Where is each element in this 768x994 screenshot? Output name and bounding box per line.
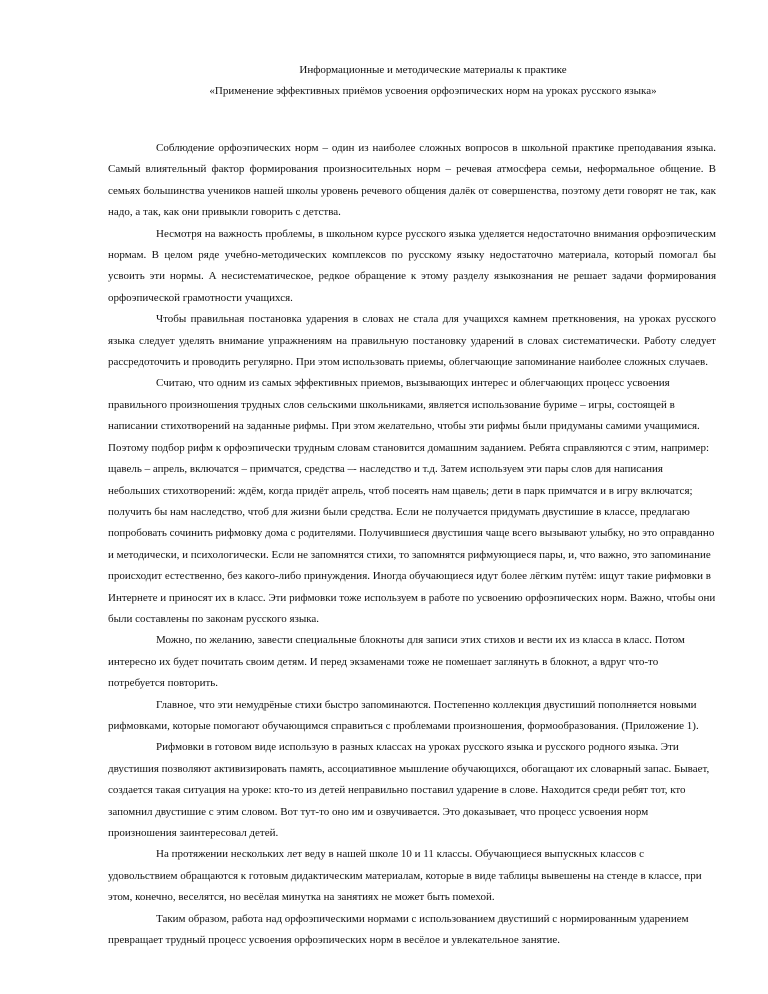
- title-line-1: Информационные и методические материалы к практике: [299, 64, 567, 76]
- paragraph-1: Соблюдение орфоэпических норм – один из наиболее сложных вопросов в школьной практике преподавания языка. Самый влиятельный фактор формирования произносительных норм – речевая атмосфера семьи, неформальное общение. В семьях большинства учеников нашей школы уровень речевого общения далёк от совершенства, поэтому дети говорят не так, как надо, а так, как они привыкли говорить с детства.: [108, 142, 716, 219]
- paragraph-4: Считаю, что одним из самых эффективных приемов, вызывающих интерес и облегчающих процесс усвоения правильного произношения трудных слов сельскими школьниками, является использование буриме – игры, состоящей в написании стихотворений на заданные рифмы. При этом желательно, чтобы эти рифмы были придуманы самими учащимися. Поэтому подбор рифм к орфоэпически трудным словам становится домашним заданием. Ребята справляются с этим, например: щавель – апрель, включатся – примчатся, средства –- наследство и т.д. Затем используем эти пары слов для написания небольших стихотворений: ждём, когда придёт апрель, чтоб посеять нам щавель; дети в парк примчатся и в игру включатся; получить бы нам наследство, чтоб для жизни были средства. Если не получается придумать двустишие в классе, предлагаю попробовать сочинить рифмовку дома с родителями. Получившиеся двустишия чаще всего вызывают улыбку, но это оправданно и методически, и психологически. Если не запомнятся стихи, то запомнятся рифмующиеся пары, и, что важно, это запоминание происходит естественно, без какого-либо принуждения. Иногда обучающиеся идут более лёгким путём: ищут такие рифмовки в Интернете и приносят их в класс. Эти рифмовки тоже используем в работе по усвоению орфоэпических норм. Важно, чтобы они были составлены по законам русского языка.: [108, 377, 716, 625]
- paragraph-6: Главное, что эти немудрёные стихи быстро запоминаются. Постепенно коллекция двустиший пополняется новыми рифмовками, которые помогают обучающимся справиться с проблемами произношения, формообразования. (Приложение 1).: [108, 698, 699, 732]
- document-title: [150, 60, 716, 102]
- document-body: [108, 138, 716, 951]
- paragraph-5: Можно, по желанию, завести специальные блокноты для записи этих стихов и вести их из класса в класс. Потом интересно их будет почитать своим детям. И перед экзаменами тоже не помешает заглянуть в блокнот, а вдруг что-то потребуется повторить.: [108, 634, 685, 690]
- paragraph-7: Рифмовки в готовом виде использую в разных классах на уроках русского языка и русского родного языка. Эти двустишия позволяют активизировать память, ассоциативное мышление обучающихся, обогащают их словарный запас. Бывает, создается такая ситуация на уроке: кто-то из детей неправильно поставил ударение в слове. Находится среди ребят тот, кто запомнил двустишие с этим словом. Вот тут-то оно им и озвучивается. Это доказывает, что процесс усвоения норм произношения заинтересовал детей.: [108, 741, 710, 839]
- paragraph-2: Несмотря на важность проблемы, в школьном курсе русского языка уделяется недостаточно внимания орфоэпическим нормам. В целом ряде учебно-методических комплексов по русскому языку недостаточно материала, который помогал бы усвоить эти нормы. А несистематическое, редкое обращение к этому разделу языкознания не решает задачи формирования орфоэпической грамотности учащихся.: [108, 227, 716, 304]
- paragraph-8: На протяжении нескольких лет веду в нашей школе 10 и 11 классы. Обучающиеся выпускных классов с удовольствием обращаются к готовым дидактическим материалам, которые в виде таблицы вывешены на стенде в классе, при этом, конечно, веселятся, но весёлая минутка на занятиях не может быть помехой.: [108, 848, 702, 904]
- paragraph-9: Таким образом, работа над орфоэпическими нормами с использованием двустиший с нормированным ударением превращает трудный процесс усвоения орфоэпических норм в весёлое и увлекательное занятие.: [108, 912, 689, 947]
- paragraph-3: Чтобы правильная постановка ударения в словах не стала для учащихся камнем преткновения, на уроках русского языка следует уделять внимание упражнениям на правильную постановку ударений в словах систематически. Работу следует рассредоточить и проводить регулярно. При этом использовать приемы, облегчающие запоминание наиболее сложных случаев.: [108, 313, 716, 369]
- document-page: [108, 60, 716, 951]
- title-line-2: «Применение эффективных приёмов усвоения орфоэпических норм на уроках русского языка»: [209, 85, 657, 97]
